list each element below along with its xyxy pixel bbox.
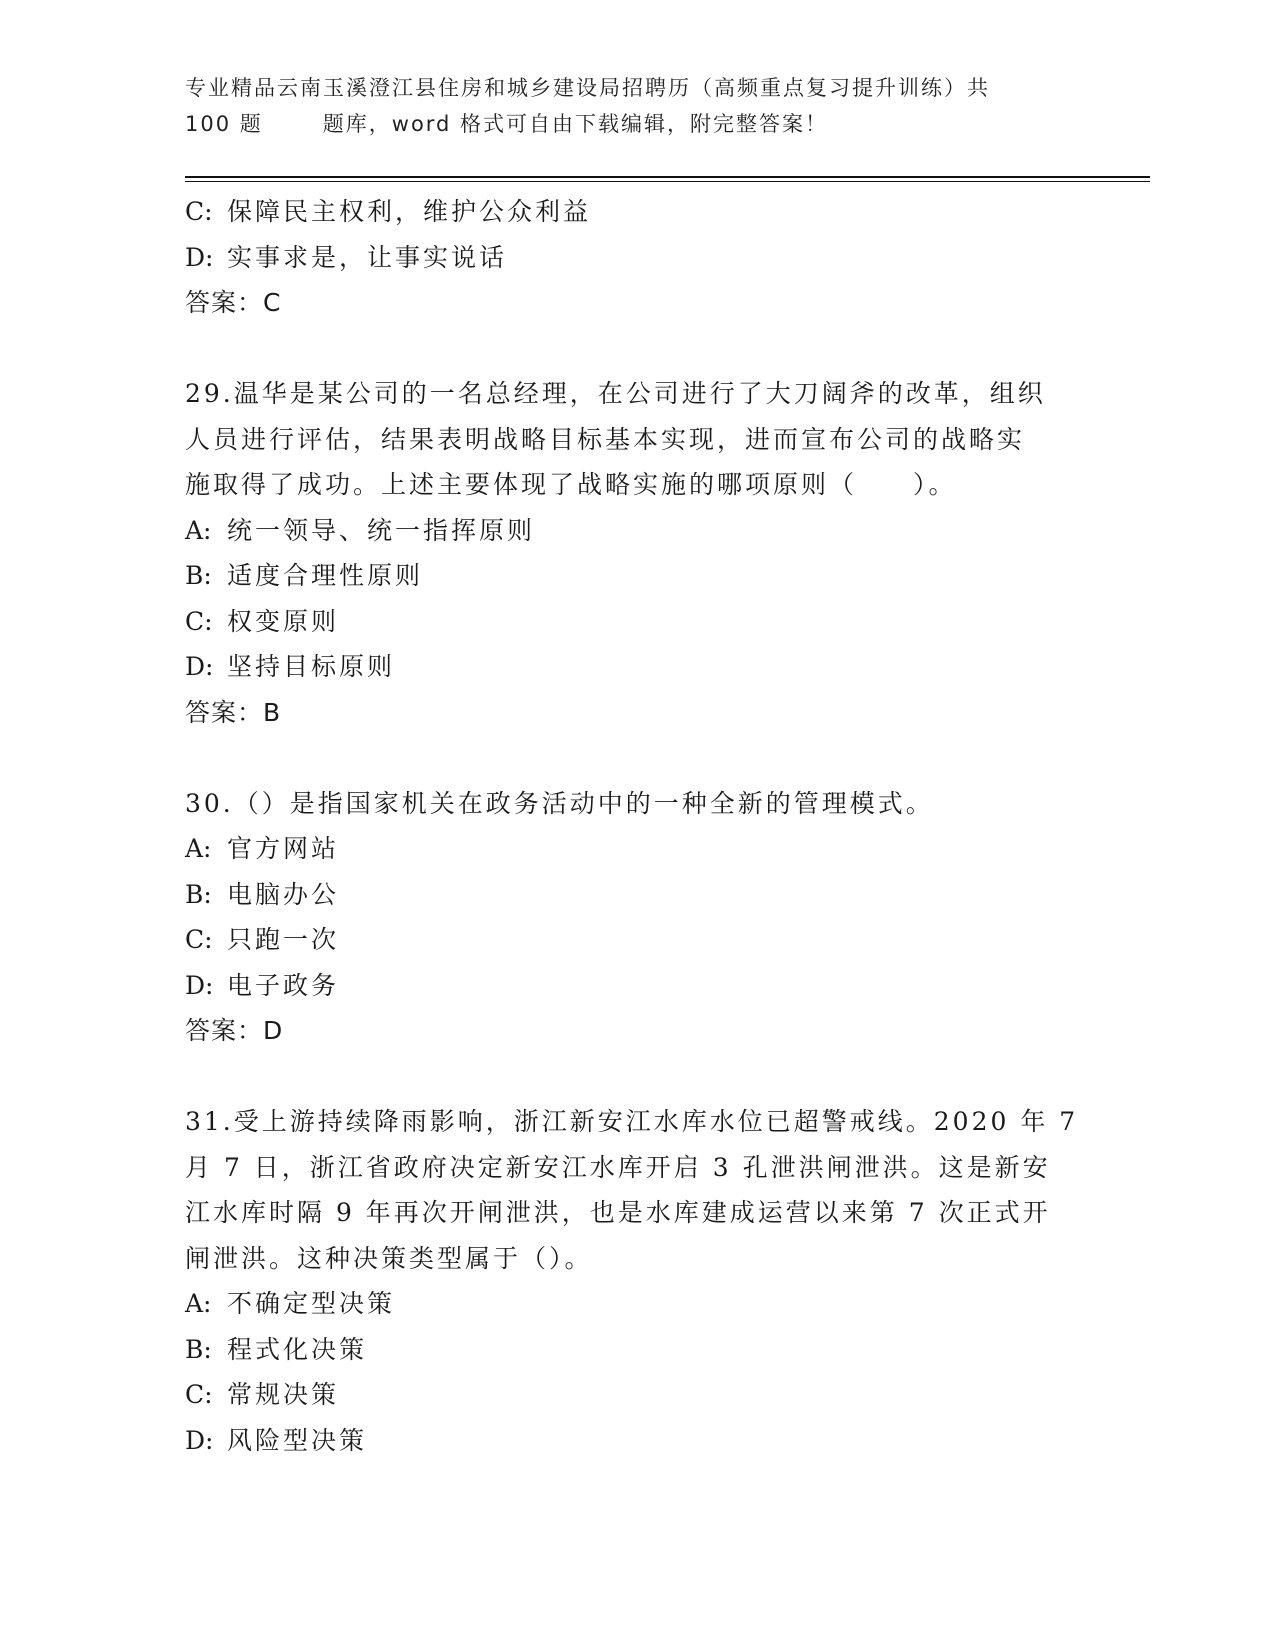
question-31 [185, 1099, 1085, 1463]
option-c: C: 只跑一次 [185, 925, 340, 954]
answer-label: 答案：C [185, 288, 282, 317]
header-divider-thin [185, 181, 1150, 182]
option-d: D: 电子政务 [185, 970, 340, 1000]
option-d: D: 实事求是，让事实说话 [185, 242, 508, 272]
header-count: 100 题 [185, 112, 263, 136]
question-text-line: 29.温华是某公司的一名总经理，在公司进行了大刀阔斧的改革，组织 [185, 379, 1046, 408]
option-c: C: 保障民主权利，维护公众利益 [185, 197, 592, 226]
question-text-line: 31.受上游持续降雨影响，浙江新安江水库水位已超警戒线。2020 年 7 [185, 1107, 1079, 1136]
option-d: D: 风险型决策 [185, 1425, 368, 1455]
document-header [185, 70, 1085, 142]
question-29 [185, 371, 1085, 735]
question-text-line: 30.（）是指国家机关在政务活动中的一种全新的管理模式。 [185, 788, 934, 818]
option-c: C: 常规决策 [185, 1380, 340, 1409]
prev-question [185, 189, 1085, 326]
answer-label: 答案：B [185, 697, 282, 727]
option-b: B: 程式化决策 [185, 1334, 368, 1364]
header-title-line-2 [185, 106, 1085, 142]
answer-label: 答案：D [185, 1016, 284, 1045]
question-text-line: 江水库时隔 9 年再次开闸泄洪，也是水库建成运营以来第 7 次正式开 [185, 1198, 1051, 1227]
question-text-line: 人员进行评估，结果表明战略目标基本实现，进而宣布公司的战略实 [185, 424, 1026, 454]
header-subtitle: 题库，word 格式可自由下载编辑，附完整答案！ [322, 112, 829, 136]
question-content [185, 189, 1085, 1463]
question-30 [185, 781, 1085, 1054]
header-divider-thick [185, 176, 1150, 178]
question-text-line: 闸泄洪。这种决策类型属于（）。 [185, 1243, 593, 1273]
option-b: B: 电脑办公 [185, 879, 340, 909]
option-b: B: 适度合理性原则 [185, 561, 424, 590]
option-c: C: 权变原则 [185, 606, 340, 636]
header-title-line-1: 专业精品云南玉溪澄江县住房和城乡建设局招聘历（高频重点复习提升训练）共 [185, 76, 990, 100]
option-a: A: 官方网站 [185, 834, 340, 863]
option-d: D: 坚持目标原则 [185, 652, 396, 681]
question-text-line: 月 7 日，浙江省政府决定新安江水库开启 3 孔泄洪闸泄洪。这是新安 [185, 1152, 1051, 1182]
option-a: A: 统一领导、统一指挥原则 [185, 515, 536, 545]
option-a: A: 不确定型决策 [185, 1289, 396, 1318]
question-text-line: 施取得了成功。上述主要体现了战略实施的哪项原则（ ）。 [185, 470, 957, 499]
